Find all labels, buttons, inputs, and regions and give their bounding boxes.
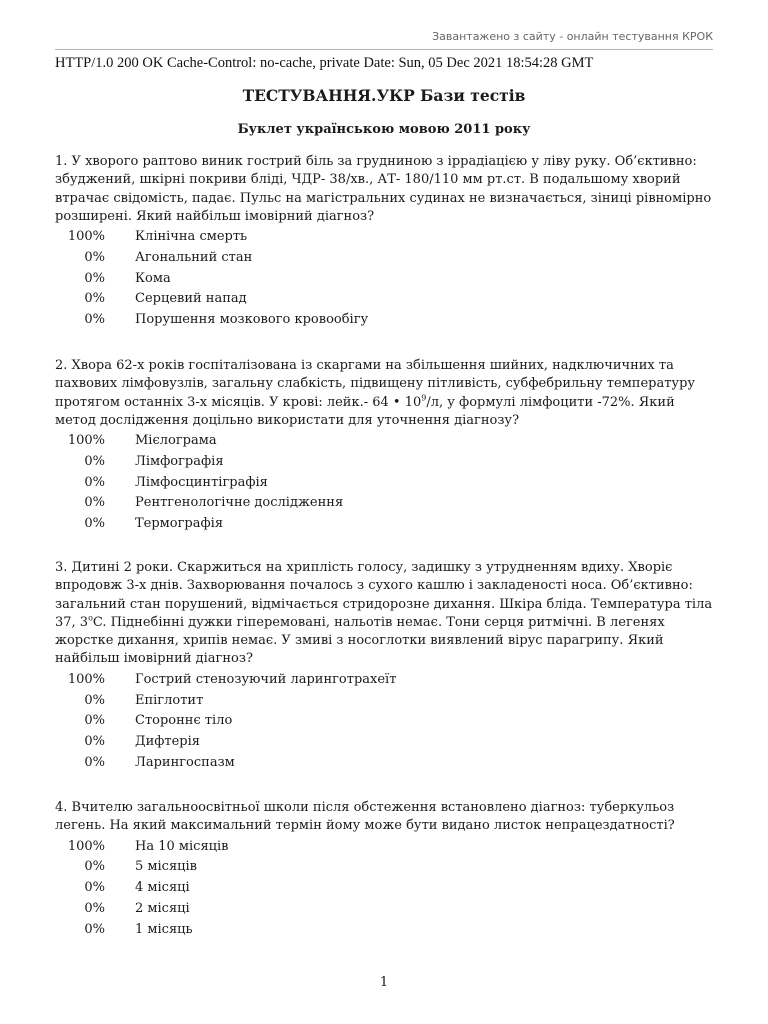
answer-option — [55, 452, 715, 473]
answer-text: На 10 місяців — [135, 838, 229, 854]
answer-option — [55, 269, 715, 290]
answer-percent: 0% — [84, 754, 105, 770]
answer-option — [55, 670, 715, 691]
answer-option — [55, 899, 715, 920]
answer-percent: 0% — [84, 734, 105, 750]
answer-option — [55, 878, 715, 899]
answer-percent: 0% — [84, 270, 105, 286]
answer-percent: 0% — [84, 692, 105, 708]
answer-options — [55, 837, 715, 940]
answer-options — [55, 670, 715, 773]
answer-option — [55, 514, 715, 535]
page-title: ТЕСТУВАННЯ.УКР Бази тестів — [242, 86, 526, 105]
question-text: 1. У хворого раптово виник гострий біль за грудниною з іррадіацією у ліву руку. Об’єктивно: збуджений, шкірні покриви бліді, ЧДР- 38/хв., АТ- 180/110 мм рт.ст. В подальшому хворий втрачає свідомість, падає. Пульс на магістральних судинах не визначається, зіниці рівномірно розширені. Який найбільш імовірний діагноз? — [55, 154, 712, 224]
question-text-part: /л, у формулі лімфоцити -72%. Який метод дослідження доцільно використати для уточнення діагнозу? — [55, 394, 675, 428]
answer-percent: 0% — [84, 921, 105, 937]
question-2 — [55, 357, 715, 535]
answer-option — [55, 473, 715, 494]
answer-percent: 0% — [84, 250, 105, 266]
answer-text: 2 місяці — [135, 900, 190, 916]
answer-text: Епіглотит — [135, 692, 204, 708]
answer-percent: 0% — [84, 900, 105, 916]
answer-percent: 0% — [84, 495, 105, 511]
answer-text: Ларингоспазм — [135, 754, 235, 770]
answer-options — [55, 227, 715, 330]
answer-percent: 0% — [84, 859, 105, 875]
answer-option — [55, 493, 715, 514]
answer-text: Порушення мозкового кровообігу — [135, 312, 369, 328]
answer-percent: 100% — [67, 229, 105, 245]
answer-text: Лімфографія — [135, 454, 224, 470]
question-4 — [55, 799, 715, 940]
answer-percent: 0% — [84, 880, 105, 896]
question-text — [55, 559, 715, 669]
answer-option — [55, 690, 715, 711]
answer-percent: 0% — [84, 516, 105, 532]
answer-text: 5 місяців — [135, 859, 197, 875]
answer-option — [55, 289, 715, 310]
question-3 — [55, 559, 715, 773]
answer-percent: 0% — [84, 312, 105, 328]
header-divider — [55, 49, 713, 50]
answer-option — [55, 711, 715, 732]
answer-option — [55, 248, 715, 269]
superscript-degree: o — [88, 613, 93, 623]
answer-text: 4 місяці — [135, 880, 190, 896]
answer-option — [55, 753, 715, 774]
page-number: 1 — [379, 975, 389, 990]
page-subtitle: Буклет українською мовою 2011 року — [237, 122, 531, 137]
answer-percent: 100% — [67, 433, 105, 449]
answer-text: Кома — [135, 270, 171, 286]
answer-option — [55, 732, 715, 753]
answer-text: Дифтерія — [135, 734, 200, 750]
question-text-part: 3. Дитині 2 роки. Скаржиться на хриплість голосу, задишку з утрудненням вдиху. Хворіє впродовж 3-х днів. Захворювання почалось з сухого кашлю і закладеності носа. Об’єктивно: загальний стан порушений, відмічається стридорозне дихання. Шкіра бліда. Температура тіла 37, 3 — [55, 560, 713, 630]
question-text-part: C. Піднебінні дужки гіперемовані, нальотів немає. Тони серця ритмічні. В легенях жорстке дихання, хрипів немає. У змиві з носоглотки виявлений вірус парагрипу. Який найбільш імовірний діагноз? — [55, 614, 665, 667]
question-text: 4. Вчителю загальноосвітньої школи після обстеження встановлено діагноз: туберкульоз легень. На який максимальний термін йому може бути видано листок непрацездатності? — [55, 800, 675, 834]
source-banner: Завантажено з сайту - онлайн тестування КРОК — [432, 30, 713, 43]
http-header-line: HTTP/1.0 200 OK Cache-Control: no-cache, private Date: Sun, 05 Dec 2021 18:54:28 GMT — [55, 55, 594, 71]
answer-text: Стороннє тіло — [135, 713, 233, 729]
answer-text: 1 місяць — [135, 921, 193, 937]
answer-text: Серцевий напад — [135, 291, 247, 307]
answer-text: Гострий стенозуючий ларинготрахеїт — [135, 671, 397, 687]
answer-percent: 0% — [84, 454, 105, 470]
question-text — [55, 357, 715, 430]
answer-percent: 0% — [84, 291, 105, 307]
answer-option — [55, 431, 715, 452]
answer-percent: 100% — [67, 838, 105, 854]
answer-percent: 0% — [84, 474, 105, 490]
answer-text: Агональний стан — [135, 250, 253, 266]
answer-option — [55, 857, 715, 878]
answer-options — [55, 431, 715, 534]
superscript-exponent: 9 — [421, 393, 427, 403]
question-text-part: 2. Хвора 62-х років госпіталізована із скаргами на збільшення шийних, надключичних та пахвових лімфовузлів, загальну слабкість, підвищену пітливість, субфебрильну температуру протягом останніх 3-х місяців. У крові: лейк.- 64 • 10 — [55, 358, 696, 410]
answer-percent: 0% — [84, 713, 105, 729]
answer-option — [55, 310, 715, 331]
answer-option — [55, 837, 715, 858]
answer-option — [55, 227, 715, 248]
answer-text: Клінічна смерть — [135, 229, 248, 245]
answer-percent: 100% — [67, 671, 105, 687]
answer-text: Лімфосцинтіграфія — [135, 474, 268, 490]
answer-text: Мієлограма — [135, 433, 217, 449]
answer-text: Рентгенологічне дослідження — [135, 495, 344, 511]
question-1 — [55, 153, 715, 331]
answer-text: Термографія — [135, 516, 224, 532]
answer-option — [55, 919, 715, 940]
